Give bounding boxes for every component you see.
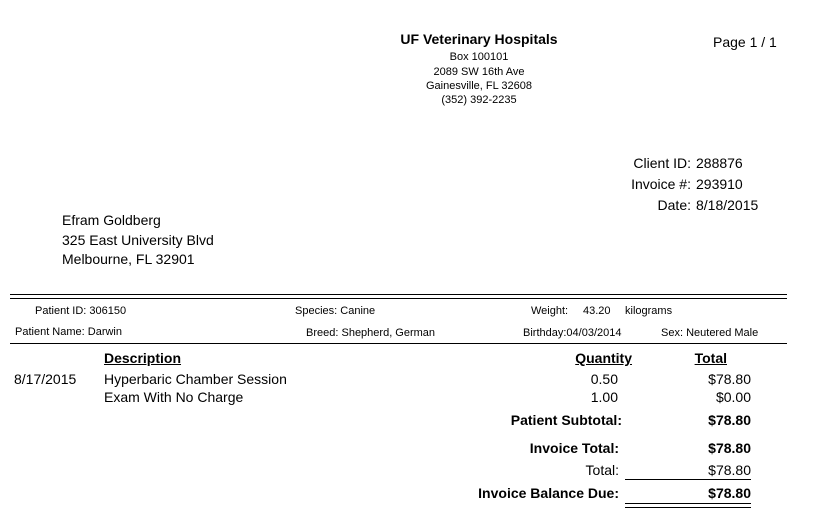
row-total: $0.00	[715, 389, 751, 405]
species-label: Species:	[295, 305, 338, 317]
balance-due-value: $78.80	[708, 485, 751, 501]
divider-top-2	[10, 298, 787, 299]
breed-value: Shepherd, German	[341, 327, 436, 339]
hospital-box: Box 100101	[449, 51, 509, 63]
invoice-date-value: 8/18/2015	[696, 197, 759, 213]
patient-id	[35, 305, 126, 317]
row-date: 8/17/2015	[14, 371, 77, 387]
breed	[306, 327, 435, 339]
client-id-value: 288876	[696, 155, 743, 171]
row-total: $78.80	[708, 371, 751, 387]
birthday	[523, 327, 621, 339]
patient-name-value: Darwin	[87, 326, 122, 338]
species-value: Canine	[340, 305, 376, 317]
weight-label: Weight:	[531, 305, 569, 317]
sex-value: Neutered Male	[686, 327, 759, 339]
row-quantity: 1.00	[590, 389, 618, 405]
total-label: Total:	[585, 462, 619, 478]
patient-id-label: Patient ID:	[35, 305, 87, 317]
row-description: Hyperbaric Chamber Session	[104, 371, 287, 387]
patient-name-label: Patient Name:	[15, 326, 85, 338]
invoice-number-value: 293910	[696, 176, 743, 192]
weight-value: 43.20	[583, 305, 611, 317]
sex-label: Sex:	[661, 327, 684, 339]
client-city: Melbourne, FL 32901	[62, 251, 195, 267]
hospital-name: UF Veterinary Hospitals	[400, 31, 558, 47]
header-quantity: Quantity	[575, 350, 632, 366]
patient-name	[15, 326, 122, 338]
invoice-date-label: Date:	[657, 197, 691, 213]
client-name: Efram Goldberg	[62, 212, 161, 228]
balance-double-underline-2	[625, 507, 751, 508]
header-total: Total	[694, 350, 727, 366]
birthday-value: 04/03/2014	[566, 327, 622, 339]
total-value: $78.80	[708, 462, 751, 478]
breed-label: Breed:	[306, 327, 339, 339]
divider-patient	[10, 343, 787, 344]
row-description: Exam With No Charge	[104, 389, 244, 405]
hospital-city: Gainesville, FL 32608	[426, 80, 532, 92]
row-quantity: 0.50	[590, 371, 618, 387]
balance-due-label: Invoice Balance Due:	[478, 485, 619, 501]
weight-unit: kilograms	[625, 305, 673, 317]
hospital-street: 2089 SW 16th Ave	[433, 66, 525, 78]
patient-id-value: 306150	[89, 305, 127, 317]
birthday-label: Birthday:	[523, 327, 567, 339]
hospital-phone: (352) 392-2235	[441, 94, 517, 106]
header-description: Description	[104, 350, 182, 366]
page-number: Page 1 / 1	[713, 34, 777, 50]
total-underline	[625, 479, 751, 480]
divider-top-1	[10, 294, 787, 295]
balance-double-underline-1	[625, 503, 751, 504]
client-street: 325 East University Blvd	[62, 232, 214, 248]
invoice-number-label: Invoice #:	[631, 176, 691, 192]
species	[295, 305, 375, 317]
client-id-label: Client ID:	[633, 155, 691, 171]
patient-subtotal-value: $78.80	[708, 412, 751, 428]
patient-subtotal-label: Patient Subtotal:	[510, 412, 622, 428]
invoice-total-label: Invoice Total:	[529, 440, 619, 456]
sex	[661, 327, 758, 339]
invoice-total-value: $78.80	[708, 440, 751, 456]
